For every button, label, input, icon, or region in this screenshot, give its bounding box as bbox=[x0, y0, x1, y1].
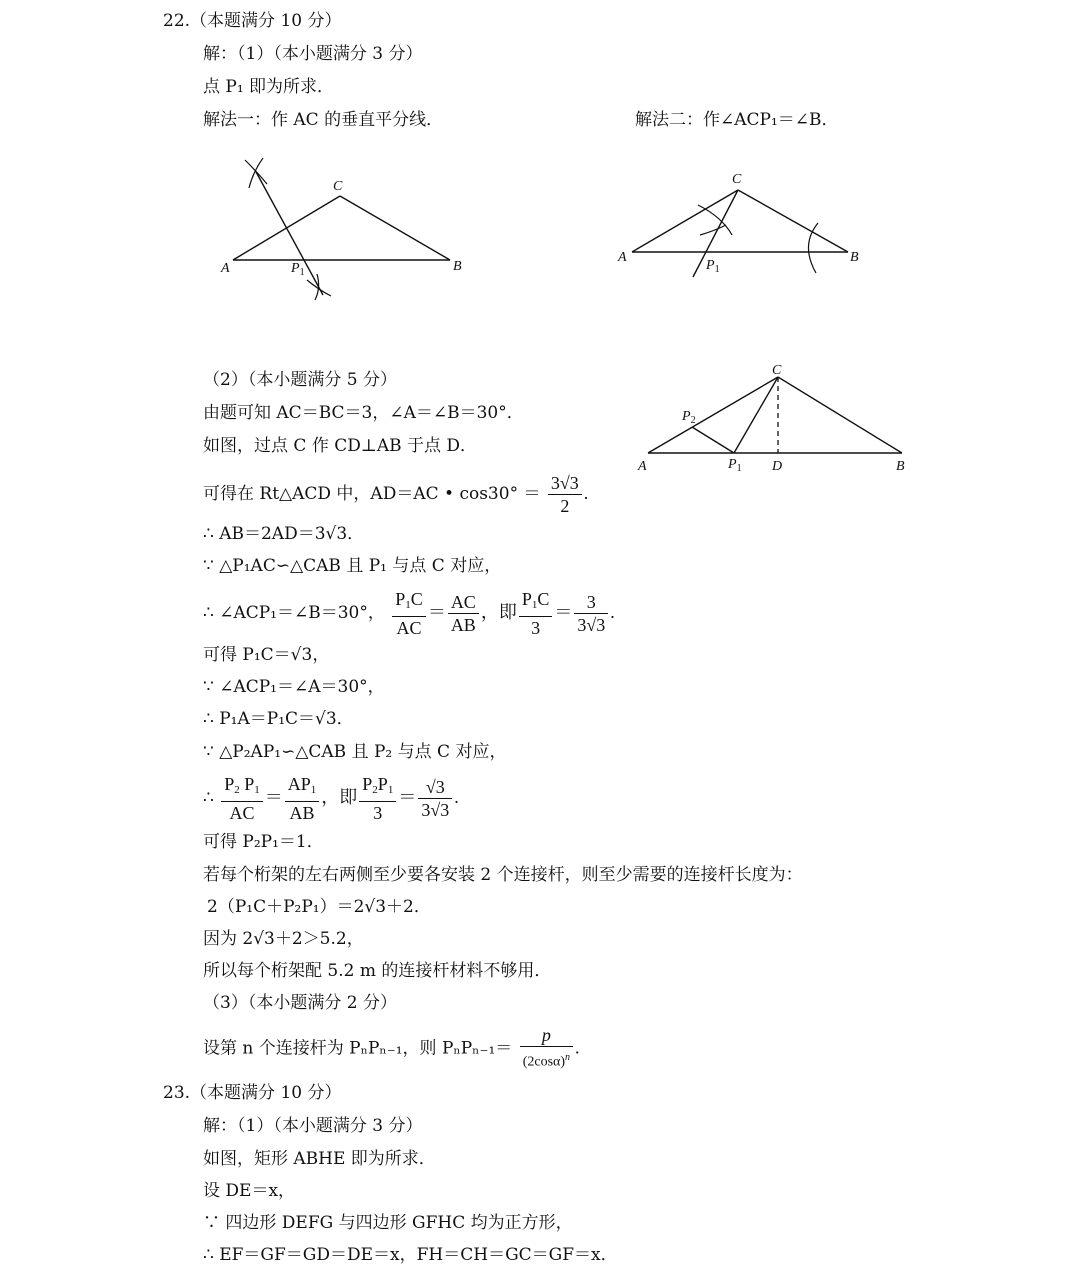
q22-line-5: ∴ ∠ACP₁＝∠B＝30°， bbox=[203, 603, 385, 623]
fig2-label-p1: $P_1$ bbox=[706, 258, 720, 275]
fig2-label-a: A bbox=[618, 250, 627, 265]
frac-p-cos: $\frac{p}{(2\cos\alpha)^n}$ bbox=[520, 1024, 573, 1074]
q22-line-5-wrap: ∴ ∠ACP₁＝∠B＝30°， $\frac{P_1C}{AC}$ ＝ $\frac{AC}{AB}$ ，即 $\frac{P_1C}{3}$ ＝ $\frac{3}{3√3}$ . bbox=[203, 589, 615, 638]
q22-line-7: ∵ ∠ACP₁＝∠A＝30°， bbox=[203, 677, 385, 697]
q22-part1-head: 解：（1）（本小题满分 3 分） bbox=[203, 44, 423, 64]
frac-p2p1-ac: $\frac{P_2 P_1}{AC}$ bbox=[221, 773, 263, 824]
fig3-label-p2: $P_2$ bbox=[682, 409, 696, 426]
q22-line-0: 由题可知 AC＝BC＝3，∠A＝∠B＝30°． bbox=[203, 403, 524, 423]
q22-part2-head: （2）（本小题满分 5 分） bbox=[203, 370, 397, 390]
q22-line-4: ∵ △P₁AC∽△CAB 且 P₁ 与点 C 对应， bbox=[203, 556, 502, 576]
fig1-label-p1: $P_1$ bbox=[291, 261, 305, 278]
fig3-label-d: D bbox=[772, 459, 783, 474]
q22-line-1: 如图，过点 C 作 CD⊥AB 于点 D． bbox=[203, 436, 478, 456]
frac-p1c-ac: $\frac{P_1C}{AC}$ bbox=[392, 588, 426, 639]
figure-angle-construction bbox=[610, 165, 880, 285]
q22-method1: 解法一：作 AC 的垂直平分线． bbox=[203, 110, 444, 130]
q22-line-2-wrap: 可得在 Rt△ACD 中，AD＝AC • cos30° ＝ $\frac{3√3}{2}$ . bbox=[203, 473, 589, 516]
q22-line-14: 因为 2√3＋2＞5.2， bbox=[203, 929, 364, 949]
q22-line-13: 2（P₁C＋P₂P₁）＝2√3＋2． bbox=[207, 897, 431, 917]
fig1-label-a: A bbox=[221, 261, 230, 276]
q22-part3-line: 设第 n 个连接杆为 PₙPₙ₋₁，则 PₙPₙ₋₁＝ bbox=[203, 1038, 513, 1059]
q22-part3-wrap: 设第 n 个连接杆为 PₙPₙ₋₁，则 PₙPₙ₋₁＝ $\frac{p}{(2\cos\alpha)^n}$ . bbox=[203, 1024, 580, 1074]
q22-line-11: 可得 P₂P₁＝1． bbox=[203, 832, 324, 852]
q22-line-10: ∴ bbox=[203, 788, 214, 808]
q22-p1-line: 点 P₁ 即为所求． bbox=[203, 77, 335, 97]
fig2-label-c: C bbox=[732, 172, 742, 187]
q22-line-3: ∴ AB＝2AD＝3√3． bbox=[203, 524, 365, 544]
frac-ap1-ab: $\frac{AP_1}{AB}$ bbox=[285, 773, 320, 824]
q22-line-12: 若每个桁架的左右两侧至少要各安装 2 个连接杆，则至少需要的连接杆长度为： bbox=[203, 865, 803, 885]
q23-line-0: 解：（1）（本小题满分 3 分） bbox=[203, 1116, 423, 1136]
q22-line-15: 所以每个桁架配 5.2 m 的连接杆材料不够用． bbox=[203, 961, 552, 981]
q22-line-8: ∴ P₁A＝P₁C＝√3． bbox=[203, 709, 354, 729]
frac-3-3r3: $\frac{3}{3√3}$ bbox=[574, 591, 608, 636]
q22-line-9: ∵ △P₂AP₁∽△CAB 且 P₂ 与点 C 对应， bbox=[203, 742, 507, 762]
fig1-label-b: B bbox=[453, 259, 462, 274]
fig2-label-b: B bbox=[850, 250, 859, 265]
fig1-label-c: C bbox=[333, 179, 343, 194]
frac-ad: $\frac{3√3}{2}$ bbox=[548, 472, 582, 517]
q22-part3-head: （3）（本小题满分 2 分） bbox=[203, 993, 397, 1013]
q22-method2: 解法二：作∠ACP₁＝∠B． bbox=[635, 110, 839, 130]
q23-line-2: 设 DE＝x， bbox=[203, 1181, 296, 1201]
frac-p1c-3: $\frac{P_1C}{3}$ bbox=[519, 588, 553, 639]
frac-ac-ab: $\frac{AC}{AB}$ bbox=[448, 591, 479, 636]
fig3-label-p1: $P_1$ bbox=[728, 457, 742, 474]
fig3-label-b: B bbox=[896, 459, 905, 474]
q22-line-6: 可得 P₁C＝√3， bbox=[203, 645, 330, 665]
frac-r3-3r3: $\frac{√3}{3√3}$ bbox=[418, 776, 452, 821]
q23-heading: 23.（本题满分 10 分） bbox=[163, 1083, 342, 1103]
q23-line-4: ∴ EF＝GF＝GD＝DE＝x，FH＝CH＝GC＝GF＝x． bbox=[203, 1245, 618, 1265]
fig3-label-a: A bbox=[638, 459, 647, 474]
q22-heading: 22.（本题满分 10 分） bbox=[163, 11, 342, 31]
fig3-label-c: C bbox=[772, 363, 782, 378]
q23-line-3: ∵ 四边形 DEFG 与四边形 GFHC 均为正方形， bbox=[203, 1213, 573, 1233]
frac-p2p1-3: $\frac{P_2P_1}{3}$ bbox=[359, 773, 396, 824]
q22-line-10-wrap: ∴ $\frac{P_2 P_1}{AC}$ ＝ $\frac{AP_1}{AB}$ ，即 $\frac{P_2P_1}{3}$ ＝ $\frac{√3}{3√3}$ . bbox=[203, 774, 459, 823]
figure-perpendicular-bisector bbox=[215, 150, 475, 310]
q23-line-1: 如图，矩形 ABHE 即为所求． bbox=[203, 1149, 436, 1169]
figure-truss bbox=[630, 360, 920, 480]
q22-line-2: 可得在 Rt△ACD 中，AD＝AC • cos30° ＝ bbox=[203, 484, 541, 504]
